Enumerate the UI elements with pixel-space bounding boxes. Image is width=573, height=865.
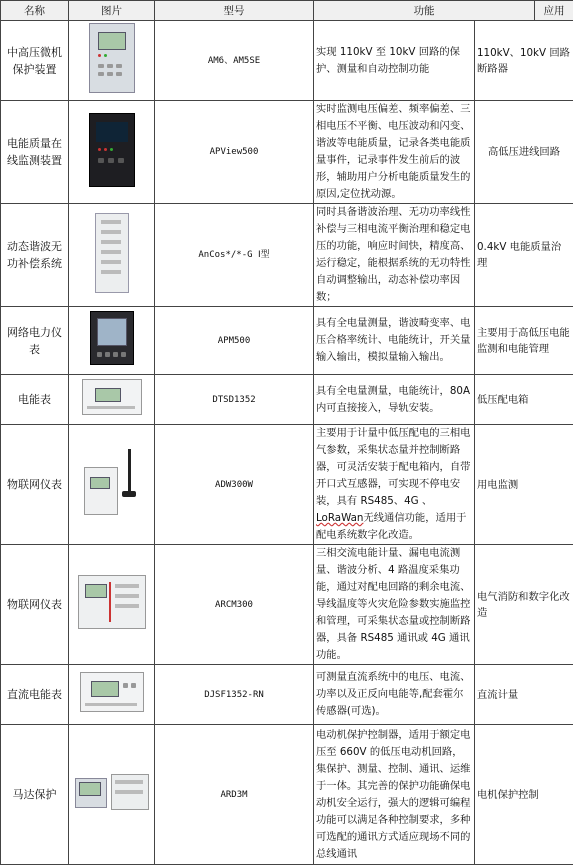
row-name: 马达保护: [1, 725, 69, 865]
table-row: [1, 665, 573, 725]
header-function: 功能: [314, 1, 535, 21]
row-application: 用电监测: [475, 425, 573, 545]
motor-protector-image: [75, 772, 149, 812]
row-model: APM500: [155, 307, 314, 375]
row-model: APView500: [155, 101, 314, 204]
product-image: [69, 665, 155, 725]
row-application: 0.4kV 电能质量治理: [475, 204, 573, 307]
row-function: 同时具备谐波治理、无功功率线性补偿与三相电流平衡治理和稳定电压的功能，响应时间快，精度高、运行稳定，能根据系统的无功特性自动调整输出，动态补偿功率因数；: [314, 204, 475, 307]
product-image: [69, 425, 155, 545]
product-image: [69, 101, 155, 204]
table-row: [1, 425, 573, 545]
row-application: 高低压进线回路: [475, 101, 573, 204]
function-text-a: 主要用于计量中低压配电的三相电气参数，采集状态量并控制断路器，可灵活安装于配电箱内，自带开口式互感器，可实现不停电安装，具有 RS485、4G 、: [316, 427, 470, 507]
table-row: [1, 375, 573, 425]
row-name: 电能质量在线监测装置: [1, 101, 69, 204]
row-name: 直流电能表: [1, 665, 69, 725]
row-application: 电机保护控制: [475, 725, 573, 865]
row-name: 物联网仪表: [1, 425, 69, 545]
product-table: [0, 0, 573, 21]
row-model: AM6、AM5SE: [155, 21, 314, 101]
row-application: 电气消防和数字化改造: [475, 545, 573, 665]
function-text-c: 无线通信功能，适用于配电系统数字化改造。: [316, 512, 466, 541]
dc-meter-image: [80, 672, 144, 712]
energy-meter-image: [82, 379, 142, 415]
iot-meter-antenna-image: [82, 447, 142, 517]
row-function: 具有全电量测量，电能统计，80A 内可直接接入，导轨安装。: [314, 375, 475, 425]
row-name: 电能表: [1, 375, 69, 425]
row-application: 低压配电箱: [475, 375, 573, 425]
row-name: 中高压微机保护装置: [1, 21, 69, 101]
table-row: [1, 21, 573, 101]
table-row: [1, 545, 573, 665]
row-function: 电动机保护控制器，适用于额定电压至 660V 的低压电动机回路，集保护、测量、控制、通讯、运维于一体。其完善的保护功能确保电动机安全运行，强大的逻辑可编程功能可以满足各种控制要求，多种可选配的通讯方式适应现场不同的总线通讯: [314, 725, 475, 865]
row-model: DJSF1352-RN: [155, 665, 314, 725]
row-function: 具有全电量测量，谐波畸变率、电压合格率统计、电能统计，开关量输入输出，模拟量输入输出。: [314, 307, 475, 375]
row-function: 三相交流电能计量、漏电电流测量、谐波分析、4 路温度采集功能，通过对配电回路的剩余电流、导线温度等火灾危险参数实施监控和管理，可采集状态量或控制断路器，具备 RS485 通讯或 4G 通讯功能。: [314, 545, 475, 665]
product-image: [69, 21, 155, 101]
header-model: 型号: [155, 1, 314, 21]
row-function: 实时监测电压偏差、频率偏差、三相电压不平衡、电压波动和闪变、谐波等电能质量，记录各类电能质量事件，记录事件发生前后的波形，辅助用户分析电能质量发生的原因,定位扰动源。: [314, 101, 475, 204]
table-row: [1, 307, 573, 375]
row-name: 网络电力仪表: [1, 307, 69, 375]
row-function: [314, 425, 475, 545]
table-row: [1, 101, 573, 204]
row-function: 实现 110kV 至 10kV 回路的保护、测量和自动控制功能: [314, 21, 475, 101]
product-image: [69, 204, 155, 307]
row-application: 110kV、10kV 回路断路器: [475, 21, 573, 101]
function-text-lorawan: LoRaWan: [316, 512, 363, 524]
product-image: [69, 375, 155, 425]
fire-monitor-meter-image: [78, 575, 146, 629]
header-application: 应用: [535, 1, 573, 21]
product-image: [69, 725, 155, 865]
table-header-row: [1, 1, 573, 21]
row-model: AnCos*/*-G Ⅰ型: [155, 204, 314, 307]
row-application: 主要用于高低压电能监测和电能管理: [475, 307, 573, 375]
table-row: [1, 725, 573, 865]
header-name: 名称: [1, 1, 69, 21]
product-image: [69, 545, 155, 665]
row-name: 物联网仪表: [1, 545, 69, 665]
compensation-cabinet-image: [95, 213, 129, 293]
network-meter-image: [90, 311, 134, 365]
product-image: [69, 307, 155, 375]
row-model: DTSD1352: [155, 375, 314, 425]
row-model: ARD3M: [155, 725, 314, 865]
row-model: ADW300W: [155, 425, 314, 545]
product-table-body: [0, 20, 573, 865]
row-application: 直流计量: [475, 665, 573, 725]
header-picture: 图片: [69, 1, 155, 21]
row-function: 可测量直流系统中的电压、电流、功率以及正反向电能等,配套霍尔传感器(可选)。: [314, 665, 475, 725]
table-row: [1, 204, 573, 307]
protection-relay-image: [89, 23, 135, 93]
row-model: ARCM300: [155, 545, 314, 665]
power-quality-monitor-image: [89, 113, 135, 187]
row-name: 动态谐波无功补偿系统: [1, 204, 69, 307]
